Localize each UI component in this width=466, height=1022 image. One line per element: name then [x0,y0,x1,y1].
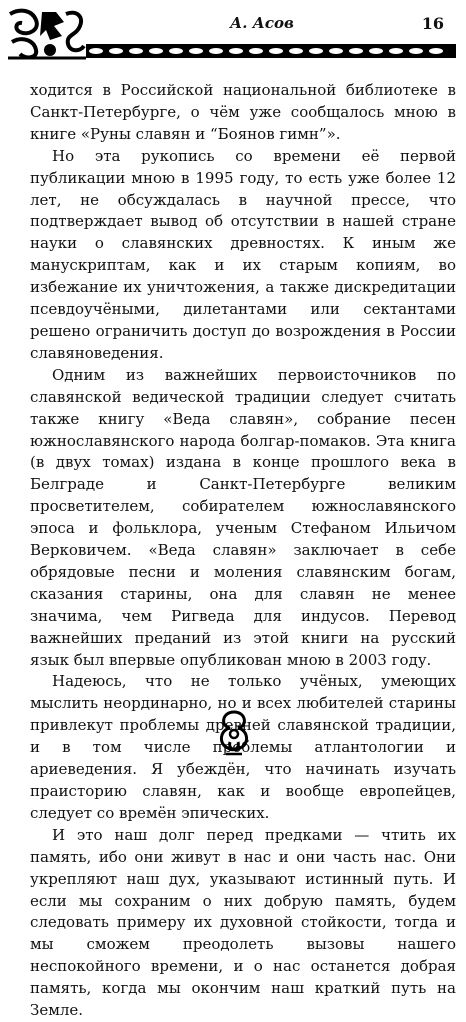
page-header [0,0,466,70]
paragraph-4: Надеюсь, что не только учёных, умеющих мыслить неординарно, но и всех любителей старины привлекут проблемы древней славянской традиции, и в том числе проблемы атлантологии и ариеведения. Я убеждён, что начинать изучать праисторию славян, как и вообще европейцев, следует со времён эпических. [30,672,456,822]
page-number: 16 [421,14,444,33]
paragraph-3: Одним из важнейших первоисточников по славянской ведической традиции следует считать также книгу «Веда славян», собрание песен южнославянского народа болгар-помаков. Эта книга (в двух томах) издана в конце прошлого века в Белграде и Санкт-Петербурге великим просветителем, собирателем южнославянского эпоса и фольклора, ученым Стефаном Ильичом Верковичем. «Веда славян» заключает в себе обрядовые песни и моления славянским богам, сказания старины, она для славян не менее значима, чем Ригведа для индусов. Перевод важнейших преданий из этой книги на русский язык был впервые опубликован мною в 2003 году. [30,365,456,669]
braided-ornament-band-icon [86,44,456,58]
celtic-knot-tailpiece-icon [214,708,254,758]
body-text [30,80,456,1022]
paragraph-2: Но эта рукопись со времени её первой публикации мною в 1995 году, то есть уже более 12 лет, не обсуждалась в научной прессе, что подтверждает вывод об отсутствии в нашей стране науки о славянских древностях. К иным же манускриптам, как и их старым копиям, во избежание их уничтожения, а также дискредитации псевдоучёными, дилетантами или сектантами решено ограничить доступ до возрождения в России славяноведения. [30,146,456,362]
running-header-author: А. Асов [230,14,294,32]
paragraph-5: И это наш долг перед предками — чтить их память, ибо они живут в нас и они часть нас. Они укрепляют наш дух, указывают истинный путь. И если мы сохраним о них добрую память, будем следовать примеру их духовной стойкости, тогда и мы сможем преодолеть вызовы нашего неспокойного времени, и о нас останется добрая память, когда мы окончим наш краткий путь на Земле. [30,825,456,1020]
dragon-ornament-icon [6,6,88,62]
paragraph-1: ходится в Российской национальной библиотеке в Санкт-Петербурге, о чём уже сообщалось мною в книге «Руны славян и “Боянов гимн”». [30,81,456,143]
